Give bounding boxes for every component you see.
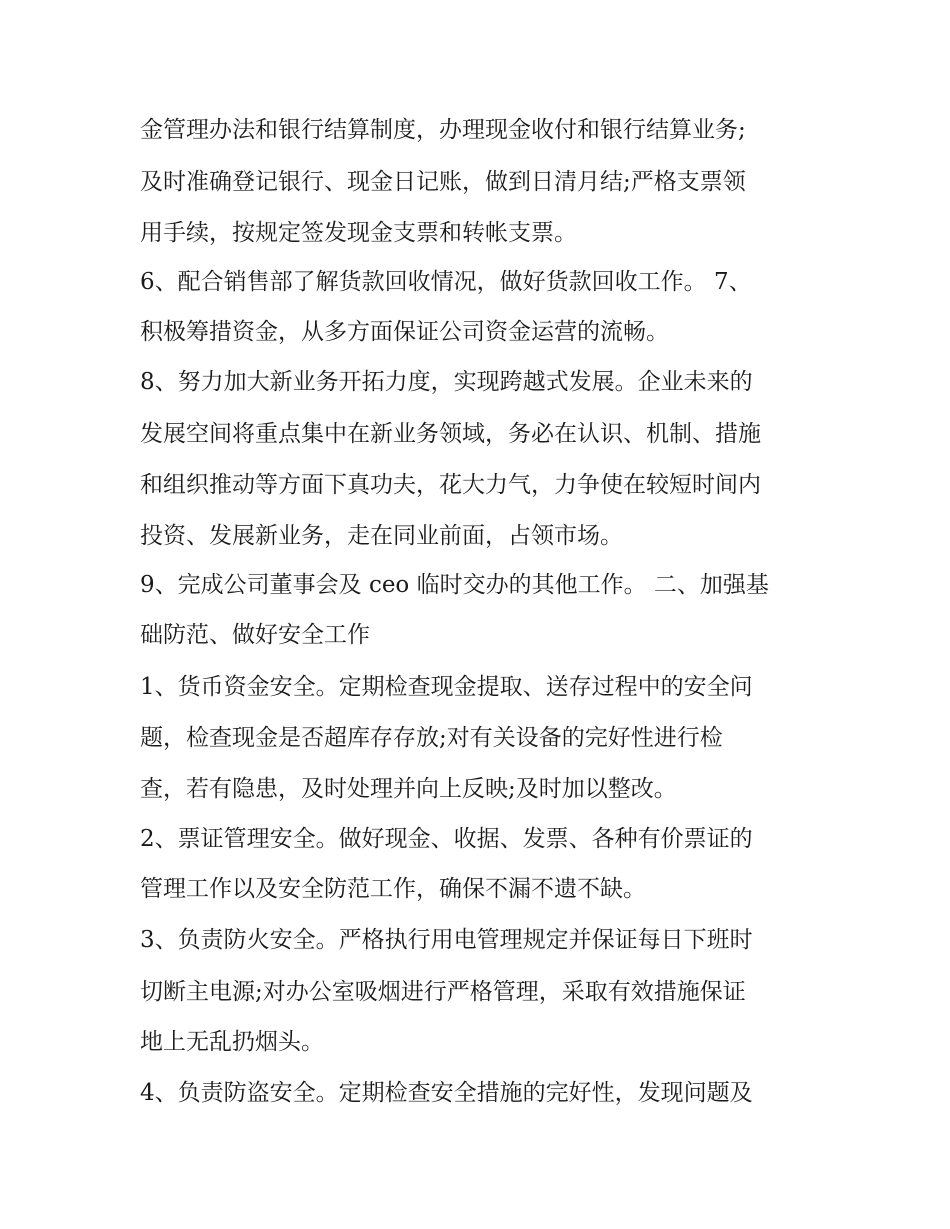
text-line: 管理工作以及安全防范工作，确保不漏不遗不缺。 [140,876,646,902]
text-line: 8、努力加大新业务开拓力度，实现跨越式发展。企业未来的 [140,369,753,395]
text-line: 1、货币资金安全。定期检查现金提取、送存过程中的安全问 [140,674,753,700]
text-line: 题，检查现金是否超库存存放;对有关设备的完好性进行检 [140,725,723,751]
text-line: 用手续，按规定签发现金支票和转帐支票。 [140,220,577,246]
text-line: 发展空间将重点集中在新业务领域，务必在认识、机制、措施 [140,421,761,447]
text-line: 地上无乱扔烟头。 [140,1029,324,1055]
text-line: 切断主电源;对办公室吸烟进行严格管理，采取有效措施保证 [140,979,746,1005]
text-line: 9、完成公司董事会及 ceo 临时交办的其他工作。 二、加强基 [140,572,769,598]
text-line: 金管理办法和银行结算制度，办理现金收付和银行结算业务; [140,117,746,143]
text-line: 积极筹措资金，从多方面保证公司资金运营的流畅。 [140,319,669,345]
text-line: 础防范、做好安全工作 [140,622,370,648]
text-line: 4、负责防盗安全。定期检查安全措施的完好性，发现问题及 [140,1080,753,1106]
text-line: 2、票证管理安全。做好现金、收据、发票、各种有价票证的 [140,826,753,852]
text-line: 查，若有隐患，及时处理并向上反映;及时加以整改。 [140,776,677,802]
text-line: 投资、发展新业务，走在同业前面，占领市场。 [140,523,623,549]
text-line: 及时准确登记银行、现金日记账，做到日清月结;严格支票领 [140,169,746,195]
text-line: 3、负责防火安全。严格执行用电管理规定并保证每日下班时 [140,927,753,953]
text-line: 和组织推动等方面下真功夫，花大力气，力争使在较短时间内 [140,472,761,498]
text-line: 6、配合销售部了解货款回收情况，做好货款回收工作。 7、 [140,269,752,295]
